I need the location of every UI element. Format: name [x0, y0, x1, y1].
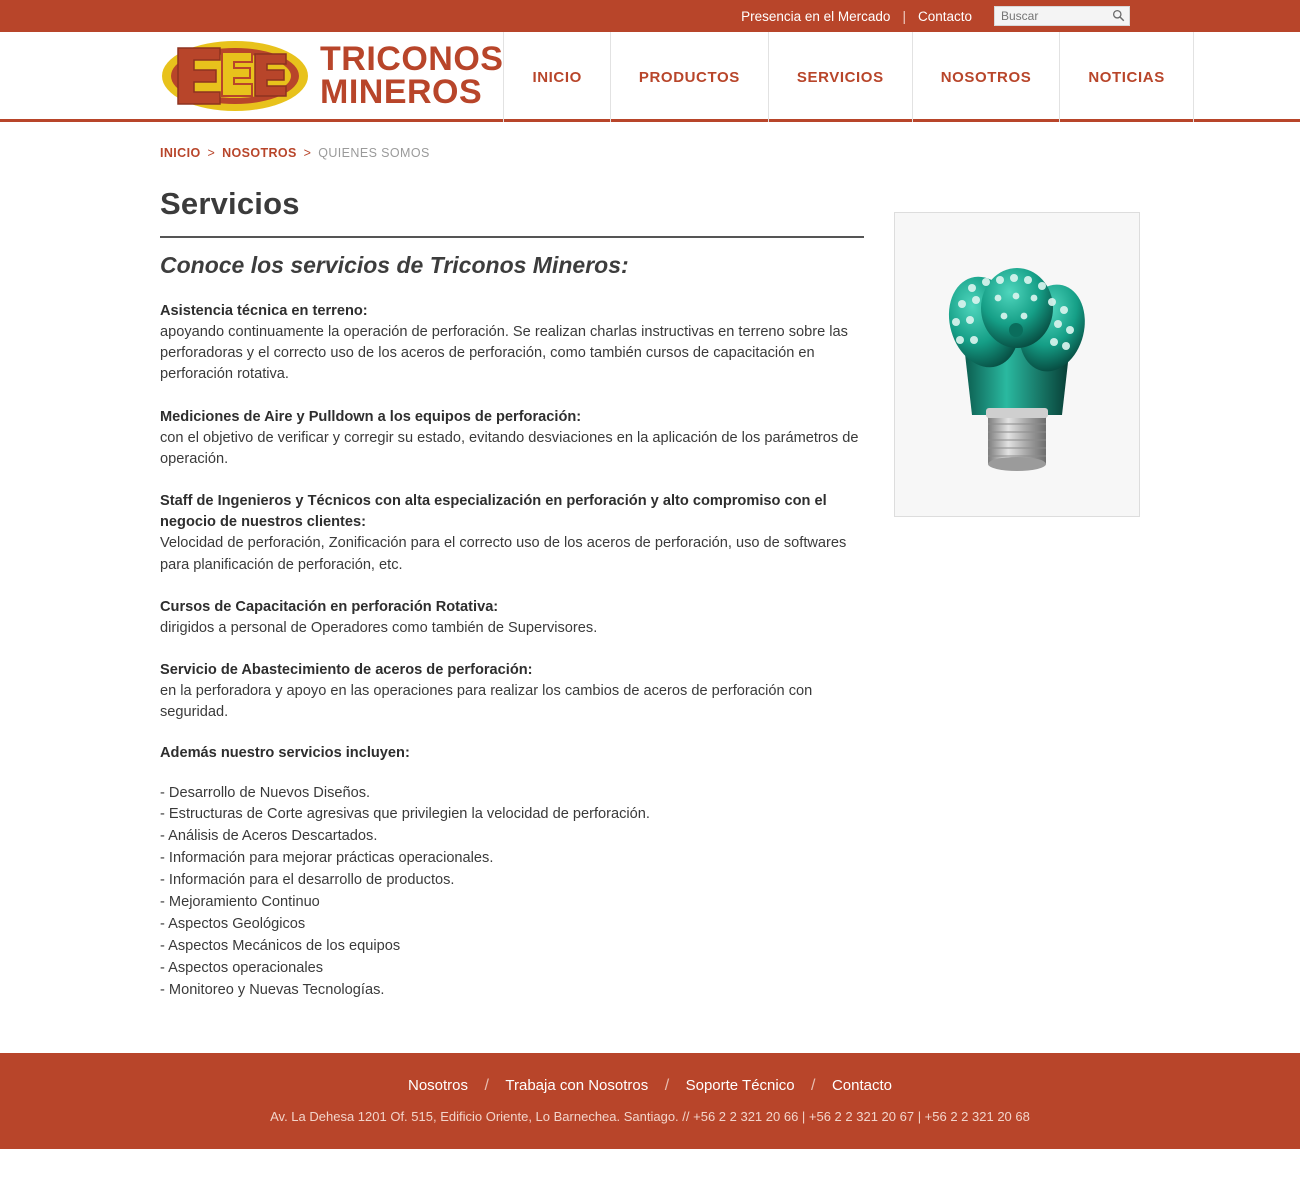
service-block: [160, 597, 864, 639]
footer-link-contacto[interactable]: Contacto: [831, 1077, 892, 1095]
topbar-link-contacto[interactable]: Contacto: [917, 8, 972, 24]
list-item: - Información para el desarrollo de productos.: [160, 872, 455, 889]
service-heading: Asistencia técnica en terreno:: [160, 303, 368, 319]
sidebar-column: [894, 160, 1140, 517]
nav-item-servicios[interactable]: SERVICIOS: [768, 32, 912, 122]
service-block: [160, 301, 864, 386]
list-item: - Análisis de Aceros Descartados.: [160, 828, 378, 845]
list-item: - Aspectos Mecánicos de los equipos: [160, 937, 401, 954]
list-item: - Información para mejorar prácticas operacionales.: [160, 850, 494, 867]
footer-navigation: [0, 1077, 1300, 1095]
nav-item-inicio[interactable]: INICIO: [503, 32, 609, 122]
service-heading: Cursos de Capacitación en perforación Rotativa:: [160, 598, 499, 615]
breadcrumb-item-inicio[interactable]: INICIO: [160, 146, 201, 160]
title-divider: [160, 236, 864, 238]
nav-item-noticias[interactable]: NOTICIAS: [1059, 32, 1193, 122]
list-item: - Desarrollo de Nuevos Diseños.: [160, 784, 371, 801]
service-heading: Staff de Ingenieros y Técnicos con alta especialización en perforación y alto compromiso con el negocio de nuestros clientes:: [160, 493, 827, 531]
service-body: Velocidad de perforación, Zonificación para el correcto uso de los aceros de perforación, uso de softwares para planificación de perforación, etc.: [160, 535, 847, 573]
breadcrumb-item-current: QUIENES SOMOS: [318, 146, 430, 160]
site-header: [0, 32, 1300, 122]
company-logo-icon: [160, 38, 310, 114]
page-content: [0, 160, 1300, 1001]
nav-item-productos[interactable]: PRODUCTOS: [610, 32, 768, 122]
service-heading: Servicio de Abastecimiento de aceros de perforación:: [160, 662, 533, 679]
service-body: apoyando continuamente la operación de perforación. Se realizan charlas instructivas en terreno sobre las perforadoras y el correcto uso de los aceros de perforación, como también cursos de capacitación en perforación rotativa.: [160, 324, 848, 383]
service-block: [160, 491, 864, 576]
service-body: en la perforadora y apoyo en las operaciones para realizar los cambios de aceros de perforación con seguridad.: [160, 683, 813, 721]
list-item: - Estructuras de Corte agresivas que privilegien la velocidad de perforación.: [160, 806, 650, 823]
list-item: - Monitoreo y Nuevas Tecnologías.: [160, 981, 385, 998]
footer-link-nosotros[interactable]: Nosotros: [408, 1077, 469, 1095]
list-item: - Aspectos operacionales: [160, 959, 324, 976]
nav-item-nosotros[interactable]: NOSOTROS: [912, 32, 1060, 122]
breadcrumb-separator-1: >: [207, 146, 216, 160]
footer-separator-3: /: [811, 1077, 816, 1095]
main-column: [160, 160, 864, 1001]
footer-address: Av. La Dehesa 1201 Of. 515, Edificio Oriente, Lo Barnechea. Santiago. // +56 2 2 321 20 66 | +56 2 2 321 20 67 | +56 2 2 321 20 68: [270, 1109, 1030, 1125]
breadcrumb-separator-2: >: [303, 146, 312, 160]
page-title: Servicios: [160, 186, 300, 221]
brand-line-2: MINEROS: [320, 72, 483, 111]
brand-wordmark: [320, 40, 504, 111]
topbar-separator: |: [902, 8, 906, 24]
footer-separator-2: /: [664, 1077, 670, 1095]
footer-separator-1: /: [484, 1077, 489, 1095]
service-body: con el objetivo de verificar y corregir su estado, evitando desviaciones en la aplicación de los parámetros de operación.: [160, 429, 859, 467]
top-utility-bar: [0, 0, 1300, 32]
service-block: [160, 660, 864, 723]
site-footer: [0, 1053, 1300, 1149]
tricone-drill-bit-image: [912, 240, 1122, 490]
list-item: - Aspectos Geológicos: [160, 915, 306, 932]
main-navigation: [503, 32, 1300, 122]
service-body: dirigidos a personal de Operadores como también de Supervisores.: [160, 619, 598, 636]
extra-services-list: [160, 783, 864, 1002]
footer-link-trabaja-con-nosotros[interactable]: Trabaja con Nosotros: [505, 1077, 649, 1095]
product-image-panel: [894, 212, 1140, 517]
breadcrumb: [0, 122, 1300, 160]
search-box[interactable]: [994, 6, 1130, 26]
service-heading: Mediciones de Aire y Pulldown a los equipos de perforación:: [160, 408, 582, 425]
footer-link-soporte-tecnico[interactable]: Soporte Técnico: [685, 1077, 795, 1095]
page-subtitle: Conoce los servicios de Triconos Mineros:: [160, 252, 629, 278]
brand-line-1: TRICONOS: [320, 40, 504, 79]
topbar-link-presencia[interactable]: Presencia en el Mercado: [741, 8, 891, 24]
list-item: - Mejoramiento Continuo: [160, 893, 320, 910]
search-input[interactable]: [994, 6, 1130, 26]
extra-services-heading: Además nuestro servicios incluyen:: [160, 744, 410, 761]
breadcrumb-item-nosotros[interactable]: NOSOTROS: [222, 146, 297, 160]
service-block: [160, 407, 864, 470]
site-logo[interactable]: [0, 32, 503, 119]
